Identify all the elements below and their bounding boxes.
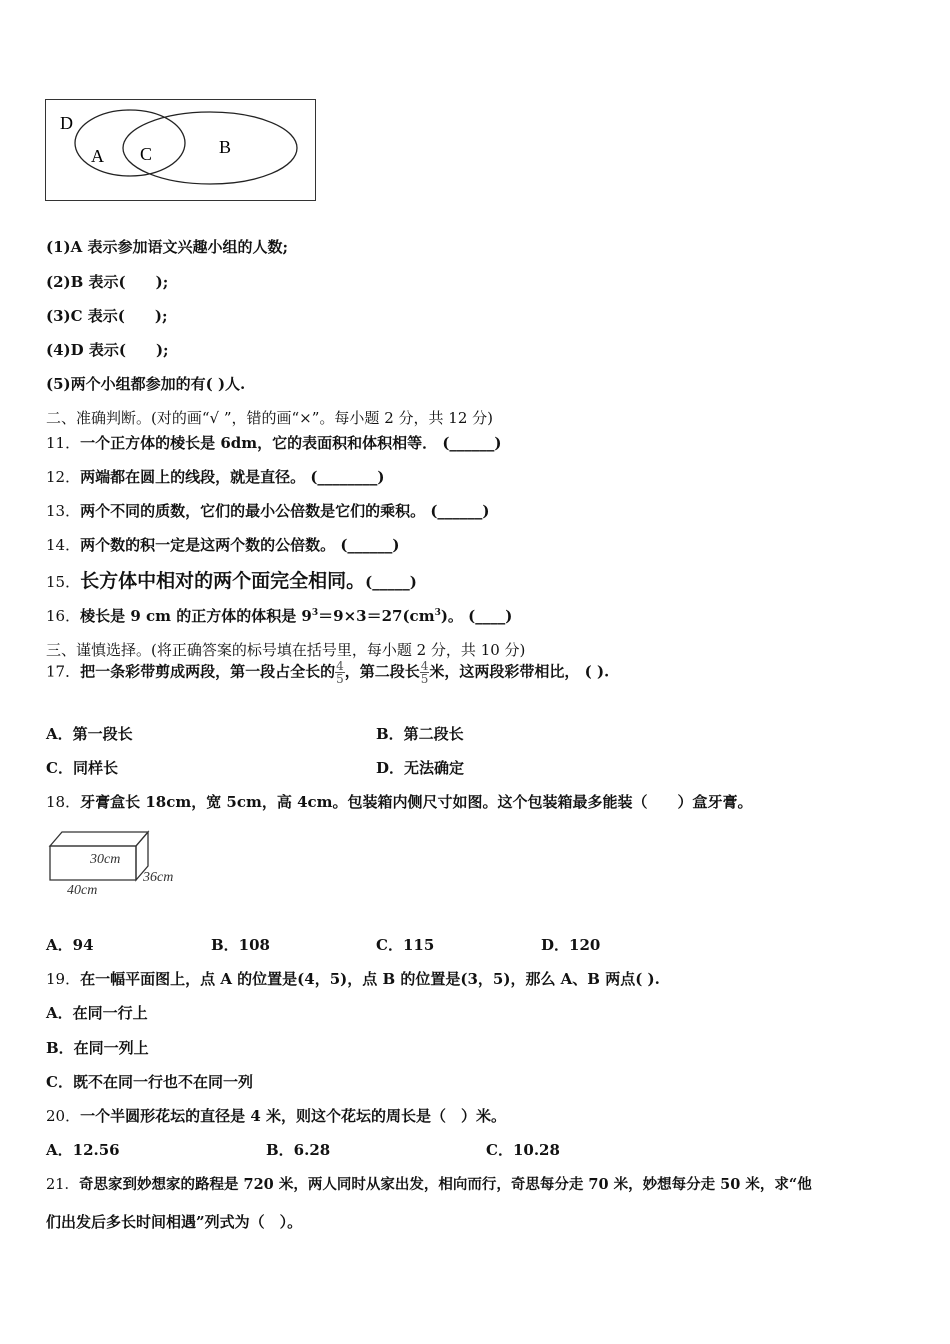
q10-item-3: (3)C 表示( ); — [46, 307, 168, 325]
q16 — [46, 605, 512, 626]
q17-fraction-1 — [335, 660, 345, 685]
venn-diagram — [45, 99, 316, 201]
q17-frac2-denominator: 5 — [420, 672, 429, 686]
venn-label-c: C — [140, 144, 153, 164]
venn-label-a: A — [91, 146, 104, 166]
q12-number: 12． — [46, 468, 81, 486]
box-label-front: 30cm — [90, 852, 121, 867]
q19 — [46, 968, 660, 989]
q14 — [46, 534, 400, 555]
q13 — [46, 500, 490, 521]
q15 — [46, 566, 417, 593]
venn-label-b: B — [219, 137, 232, 157]
q17-option-a: A．第一段长 — [46, 725, 133, 743]
q16-sup2: 3 — [434, 608, 441, 618]
q15-number: 15． — [46, 573, 81, 591]
box-top-face — [50, 832, 148, 846]
q10-item-1: (1)A 表示参加语文兴趣小组的人数; — [46, 238, 289, 256]
q17-option-b: B．第二段长 — [376, 725, 464, 743]
q17-text-c: 米，这两段彩带相比， ( ). — [429, 662, 610, 681]
q17-frac1-numerator: 4 — [336, 659, 344, 673]
q18-option-a: A．94 — [46, 936, 94, 954]
q20 — [46, 1105, 506, 1126]
q21-number: 21． — [46, 1177, 79, 1193]
section3-title: 三、谨慎选择。(将正确答案的标号填在括号里，每小题 2 分，共 10 分) — [46, 641, 526, 659]
q14-text: 两个数的积一定是这两个数的公倍数。 (______) — [80, 536, 400, 554]
q19-option-c: C．既不在同一行也不在同一列 — [46, 1073, 253, 1091]
q18-text: 牙膏盒长 18cm，宽 5cm，高 4cm。包装箱内侧尺寸如图。这个包装箱最多能装（ ）盒牙膏。 — [80, 793, 753, 811]
section2-title: 二、准确判断。(对的画“√ ”，错的画“×”。每小题 2 分，共 12 分) — [46, 409, 493, 427]
q16-sup1: 3 — [311, 608, 319, 618]
q20-option-b: B．6.28 — [266, 1141, 331, 1159]
venn-svg — [46, 100, 315, 200]
q20-text: 一个半圆形花坛的直径是 4 米，则这个花坛的周长是（ ）米。 — [80, 1107, 506, 1125]
q18-number: 18． — [46, 793, 81, 811]
q12-text: 两端都在圆上的线段，就是直径。 (________) — [80, 468, 385, 486]
q17-option-c: C．同样长 — [46, 759, 118, 777]
q21-line-1 — [46, 1173, 812, 1194]
q17-text-b: ，第二段长 — [344, 662, 420, 681]
venn-set-a — [75, 110, 185, 176]
q10-item-5: (5)两个小组都参加的有( )人. — [46, 375, 246, 393]
q17-option-d: D．无法确定 — [376, 759, 465, 777]
box-label-side: 36cm — [143, 870, 174, 885]
q16-number: 16． — [46, 607, 81, 625]
q18 — [46, 791, 753, 812]
q20-number: 20． — [46, 1107, 81, 1125]
q15-text: 长方体中相对的两个面完全相同。 — [80, 570, 366, 592]
q19-text: 在一幅平面图上，点 A 的位置是(4，5)，点 B 的位置是(3，5)，那么 A、B 两点( ). — [80, 970, 660, 988]
q17-text-a: 把一条彩带剪成两段，第一段占全长的 — [80, 662, 336, 681]
q18-option-c: C．115 — [376, 936, 435, 954]
q10-item-2: (2)B 表示( ); — [46, 273, 169, 291]
q19-option-a: A．在同一行上 — [46, 1004, 148, 1022]
q20-option-a: A．12.56 — [46, 1141, 120, 1159]
box-label-bottom: 40cm — [67, 883, 98, 898]
q16-text-a: 棱长是 9 cm 的正方体的体积是 9 — [80, 607, 312, 625]
q11 — [46, 432, 502, 453]
q18-option-d: D．120 — [541, 936, 601, 954]
q18-option-b: B．108 — [211, 936, 270, 954]
q19-number: 19． — [46, 970, 81, 988]
q17-fraction-2 — [420, 660, 430, 685]
q13-number: 13． — [46, 502, 81, 520]
q15-blank: (_____) — [365, 573, 417, 591]
q17-number: 17． — [46, 662, 81, 681]
q13-text: 两个不同的质数，它们的最小公倍数是它们的乘积。 (______) — [80, 502, 490, 520]
venn-label-d: D — [60, 113, 73, 133]
q21-line-2: 们出发后多长时间相遇”列式为（ ）。 — [46, 1213, 303, 1231]
q17-frac1-denominator: 5 — [336, 672, 344, 686]
packing-box-svg — [40, 824, 200, 900]
q21-text-line1: 奇思家到妙想家的路程是 720 米，两人同时从家出发，相向而行，奇思每分走 70 米，妙想每分走 50 米，求“他 — [78, 1176, 812, 1193]
q12 — [46, 466, 385, 487]
q11-number: 11． — [46, 434, 81, 452]
q17 — [46, 660, 609, 685]
q17-frac2-numerator: 4 — [420, 659, 429, 673]
q16-text-c: )。 (____) — [440, 607, 513, 625]
q19-option-b: B．在同一列上 — [46, 1039, 149, 1057]
q20-option-c: C．10.28 — [486, 1141, 560, 1159]
packing-box-figure — [40, 824, 200, 900]
q11-text: 一个正方体的棱长是 6dm，它的表面积和体积相等． (______) — [80, 434, 502, 452]
q16-text-b: ＝9×3＝27(cm — [318, 607, 435, 625]
q14-number: 14． — [46, 536, 81, 554]
q10-item-4: (4)D 表示( ); — [46, 341, 169, 359]
